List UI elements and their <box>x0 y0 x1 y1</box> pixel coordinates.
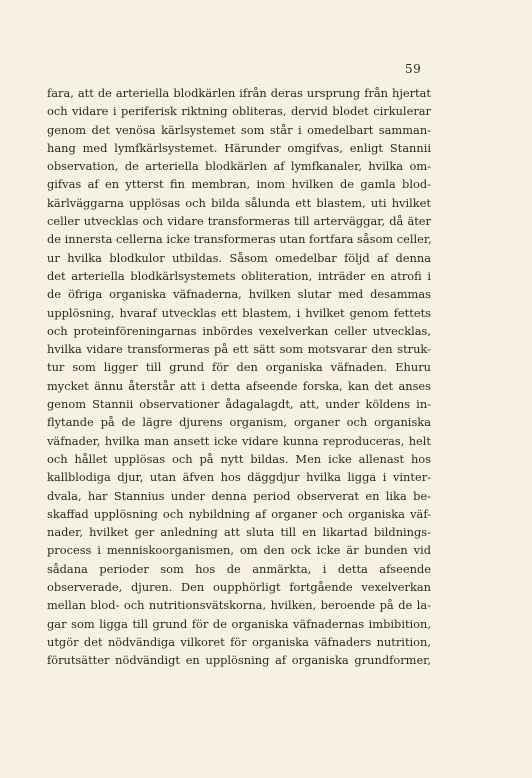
text-line: gar som ligga till grund för de organiska väfnadernas imbibition, <box>47 616 431 631</box>
text-line: utgör det nödvändiga vilkoret för organiska väfnaders nutrition, <box>47 634 431 649</box>
text-line: de innersta cellerna icke transformeras utan fortfara såsom celler, <box>47 232 432 247</box>
text-line: genom det venösa kärlsystemet som står i omedelbart samman- <box>47 122 431 137</box>
text-line: flytande på de lägre djurens organism, organer och organiska <box>47 415 431 430</box>
text-line: kallblodiga djur, utan äfven hos däggdjur hvilka ligga i vinter- <box>47 470 431 485</box>
text-line: förutsätter nödvändigt en upplösning af organiska grundformer, <box>47 653 431 668</box>
text-line: dvala, har Stannius under denna period observerat en lika be- <box>47 488 431 503</box>
text-line: nader, hvilket ger anledning att sluta till en likartad bildnings- <box>47 525 431 540</box>
text-line: process i menniskoorganismen, om den ock icke är bunden vid <box>47 543 431 558</box>
text-line: observation, de arteriella blodkärlen af lymfkanaler, hvilka om- <box>47 159 431 174</box>
text-line: celler utvecklas och vidare transformeras till arterväggar, då äter <box>47 214 431 229</box>
text-line: och proteinföreningarnas inbördes vexelverkan celler utvecklas, <box>47 323 431 338</box>
text-line: tur som ligger till grund för den organiska väfnaden. Ehuru <box>47 360 431 375</box>
text-line: skaffad upplösning och nybildning af organer och organiska väf- <box>47 506 431 521</box>
text-line: det arteriella blodkärlsystemets obliteration, inträder en atrofi i <box>47 268 431 283</box>
text-line: gifvas af en ytterst fin membran, inom hvilken de gamla blod- <box>47 177 431 192</box>
text-line: kärlväggarna upplösas och bilda sålunda ett blastem, uti hvilket <box>47 195 431 210</box>
text-line: ur hvilka blodkulor utbildas. Såsom omedelbar följd af denna <box>47 250 431 265</box>
text-line: och vidare i periferisk riktning obliteras, dervid blodet cirkulerar <box>47 104 431 119</box>
page-number: 59 <box>405 62 422 76</box>
text-line: mellan blod- och nutritionsvätskorna, hvilken, beroende på de la- <box>47 598 431 613</box>
text-line: mycket ännu återstår att i detta afseende forska, kan det anses <box>47 378 431 393</box>
text-line: fara, att de arteriella blodkärlen ifrån deras ursprung från hjertat <box>47 86 431 100</box>
text-line: sådana perioder som hos de anmärkta, i detta afseende <box>47 561 431 576</box>
text-line: observerade, djuren. Den oupphörligt fortgående vexelverkan <box>47 580 431 595</box>
text-line: hvilka vidare transformeras på ett sätt som motsvarar den struk- <box>47 342 431 357</box>
text-line: väfnader, hvilka man ansett icke vidare kunna reproduceras, helt <box>47 433 431 448</box>
text-line: hang med lymfkärlsystemet. Härunder omgifvas, enligt Stannii <box>47 140 431 155</box>
text-line: genom Stannii observationer ådagalagdt, att, under köldens in- <box>47 397 431 412</box>
text-line: och hållet upplösas och på nytt bildas. Men icke allenast hos <box>47 451 431 466</box>
text-line: upplösning, hvaraf utvecklas ett blastem, i hvilket genom fettets <box>47 305 431 320</box>
text-line: de öfriga organiska väfnaderna, hvilken slutar med desammas <box>47 287 431 302</box>
body-text <box>47 84 431 670</box>
